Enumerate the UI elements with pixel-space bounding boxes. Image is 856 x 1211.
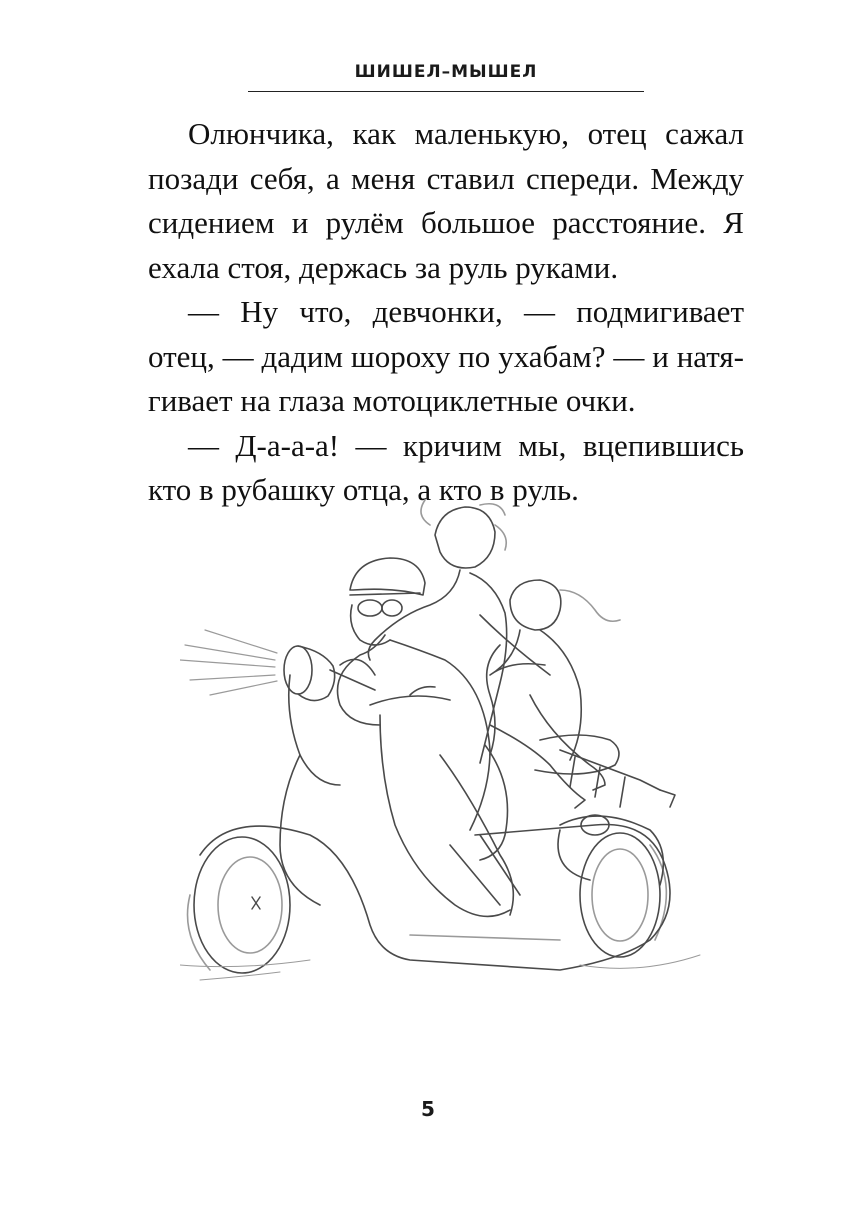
paragraph-1: Олюнчика, как маленькую, отец сажал позади себя, а меня ставил спереди. Между сидением и рулём большое расстояние. Я ехала стоя, держась за руль руками. [148,116,744,285]
body-text [148,112,744,513]
scooter-illustration [180,495,720,995]
header-rule [248,91,644,92]
paragraph-3: — Д-а-а-а! — кричим мы, вцепившись кто в рубашку отца, а кто в руль. [148,427,744,507]
running-title: ШИШЕЛ–МЫШЕЛ [354,62,538,82]
front-wheel [188,837,291,973]
standing-girl-figure [368,500,585,860]
ground-shading [180,955,700,980]
father-figure [338,558,521,916]
paragraph-2: — Ну что, девчонки, — подмигивает отец, — дадим шороху по ухабам? — и натягивает на глаза мотоциклетные очки. [148,294,744,418]
rear-wheel [580,833,666,957]
younger-girl-figure [487,580,620,790]
page-number: 5 [421,1097,435,1121]
headlight-rays [180,630,277,695]
